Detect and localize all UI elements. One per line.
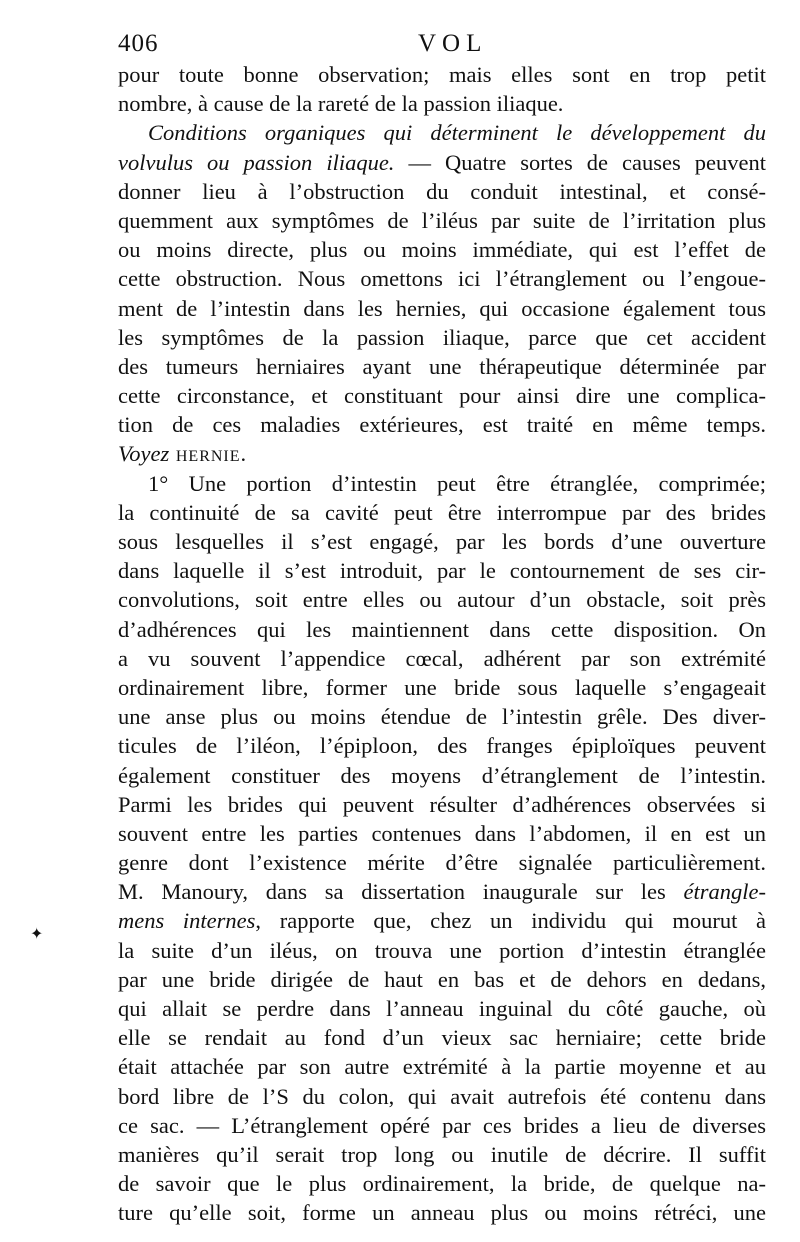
- text-line: [118, 439, 766, 468]
- text-line: ou moins directe, plus ou moins immédiate, qui est l’effet de: [118, 237, 766, 263]
- text-segment: — Quatre sortes de causes peuvent: [394, 149, 766, 175]
- text-segment: hernie.: [169, 441, 248, 467]
- text-line: [118, 906, 766, 935]
- text-line: les symptômes de la passion iliaque, parce que cet accident: [118, 324, 766, 350]
- page-header: [118, 30, 768, 62]
- text-line: bord libre de l’S du colon, qui avait autrefois été contenu dans: [118, 1083, 766, 1109]
- text-line: [118, 148, 766, 177]
- text-line: dans laquelle il s’est introduit, par le contournement de ses cir-: [118, 558, 766, 584]
- text-line: qui allait se perdre dans l’anneau inguinal du côté gauche, où: [118, 996, 766, 1021]
- text-line: des tumeurs herniaires ayant une thérapeutique déterminée par: [118, 353, 766, 379]
- text-line: convolutions, soit entre elles ou autour d’un obstacle, soit près: [118, 587, 766, 613]
- text-line: [118, 877, 766, 906]
- text-line: sous lesquelles il s’est engagé, par les bords d’une ouverture: [118, 529, 766, 554]
- text-line: nombre, à cause de la rareté de la passion iliaque.: [118, 91, 564, 117]
- text-segment: M. Manoury, dans sa dissertation inaugurale sur les: [118, 879, 684, 905]
- text-line: manières qu’il serait trop long ou inutile de décrire. Il suffit: [118, 1141, 766, 1167]
- text-segment: , rapporte que, chez un individu qui mourut à: [255, 908, 766, 934]
- text-line: ment de l’intestin dans les hernies, qui occasione également tous: [118, 295, 766, 321]
- body-text: [118, 60, 766, 1228]
- running-head: VOL: [418, 30, 488, 57]
- text-line: d’adhérences qui les maintiennent dans cette disposition. On: [118, 616, 766, 642]
- text-line: a vu souvent l’appendice cœcal, adhérent par son extrémité: [118, 645, 766, 671]
- text-line: donner lieu à l’obstruction du conduit intestinal, et consé-: [118, 178, 766, 204]
- text-line: cette obstruction. Nous omettons ici l’étranglement ou l’engoue-: [118, 266, 766, 292]
- page-number: 406: [118, 30, 159, 57]
- text-line: elle se rendait au fond d’un vieux sac herniaire; cette bride: [118, 1025, 766, 1051]
- text-line: également constituer des moyens d’étranglement de l’intestin.: [118, 762, 766, 788]
- text-line: quemment aux symptômes de l’iléus par suite de l’irritation plus: [118, 207, 766, 233]
- text-segment: mens internes: [118, 908, 256, 934]
- text-line: de savoir que le plus ordinairement, la bride, de quelque na-: [118, 1171, 766, 1197]
- text-line: Conditions organiques qui déterminent le développement du: [148, 120, 766, 146]
- text-segment: Voyez: [118, 441, 170, 467]
- text-line: pour toute bonne observation; mais elles sont en trop petit: [118, 62, 766, 87]
- text-line: cette circonstance, et constituant pour ainsi dire une complica-: [118, 383, 766, 409]
- text-line: ture qu’elle soit, forme un anneau plus ou moins rétréci, une: [118, 1200, 766, 1226]
- text-line: ce sac. — L’étranglement opéré par ces brides a lieu de diverses: [118, 1112, 766, 1138]
- text-line: 1° Une portion d’intestin peut être étranglée, comprimée;: [148, 470, 766, 496]
- text-line: souvent entre les parties contenues dans l’abdomen, il en est un: [118, 820, 766, 846]
- text-line: la suite d’un iléus, on trouva une portion d’intestin étranglée: [118, 937, 766, 963]
- text-line: ticules de l’iléon, l’épiploon, des franges épiploïques peuvent: [118, 733, 766, 759]
- text-segment: étrangle-: [683, 879, 766, 905]
- text-segment: volvulus ou passion iliaque.: [118, 149, 395, 175]
- text-line: la continuité de sa cavité peut être interrompue par des brides: [118, 499, 766, 525]
- margin-mark: ✦: [30, 926, 44, 943]
- text-line: genre dont l’existence mérite d’être signalée particulièrement.: [118, 850, 766, 876]
- text-line: ordinairement libre, former une bride sous laquelle s’engageait: [118, 674, 766, 700]
- text-line: par une bride dirigée de haut en bas et de dehors en dedans,: [118, 966, 766, 992]
- text-line: une anse plus ou moins étendue de l’intestin grêle. Des diver-: [118, 704, 766, 730]
- text-line: était attachée par son autre extrémité à la partie moyenne et au: [118, 1054, 766, 1080]
- text-line: tion de ces maladies extérieures, est traité en même temps.: [118, 412, 766, 438]
- text-line: Parmi les brides qui peuvent résulter d’adhérences observées si: [118, 791, 766, 817]
